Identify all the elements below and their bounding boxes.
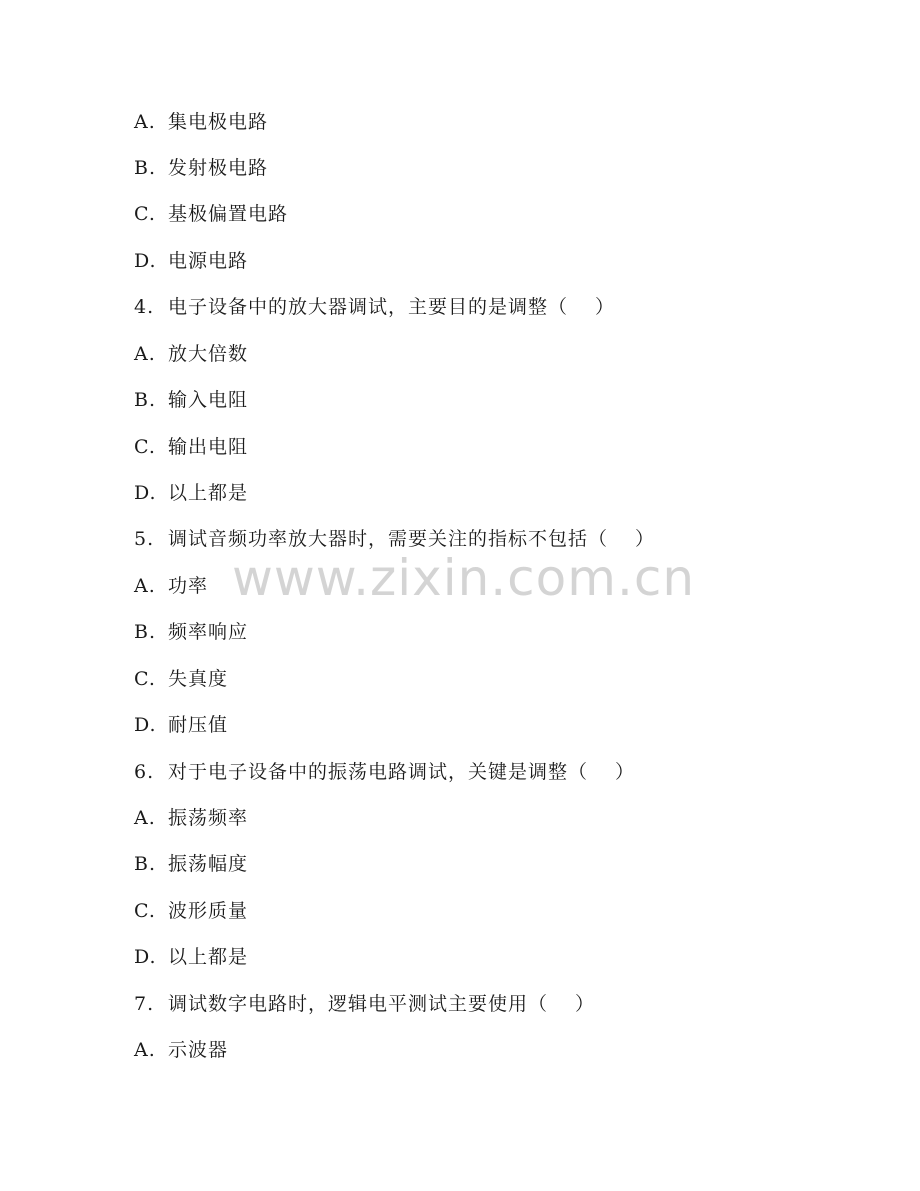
option-text: 以上都是 bbox=[168, 482, 249, 504]
question-text: 调试音频功率放大器时，需要关注的指标不包括（ ） bbox=[168, 528, 656, 550]
question-4 bbox=[134, 292, 615, 322]
option-marker: C. bbox=[134, 900, 156, 922]
option-text: 输入电阻 bbox=[168, 389, 249, 411]
question-text: 对于电子设备中的振荡电路调试，关键是调整（ ） bbox=[168, 761, 636, 783]
option-text: 耐压值 bbox=[168, 714, 229, 736]
option-marker: B. bbox=[134, 853, 157, 875]
option-marker: B. bbox=[134, 389, 157, 411]
option-marker: A. bbox=[134, 807, 156, 829]
option-text: 放大倍数 bbox=[168, 343, 249, 365]
option-a bbox=[134, 107, 268, 137]
option-a bbox=[134, 571, 208, 601]
option-text: 示波器 bbox=[168, 1039, 229, 1061]
question-number: 7. bbox=[134, 993, 155, 1015]
option-c bbox=[134, 896, 248, 926]
option-marker: D. bbox=[134, 714, 157, 736]
option-text: 发射极电路 bbox=[168, 157, 269, 179]
option-text: 振荡频率 bbox=[168, 807, 249, 829]
option-marker: A. bbox=[134, 343, 156, 365]
option-a bbox=[134, 1035, 228, 1065]
option-text: 频率响应 bbox=[168, 621, 249, 643]
option-d bbox=[134, 246, 248, 276]
option-b bbox=[134, 153, 268, 183]
option-c bbox=[134, 432, 248, 462]
option-marker: A. bbox=[134, 111, 156, 133]
option-marker: D. bbox=[134, 482, 157, 504]
option-a bbox=[134, 803, 248, 833]
option-text: 功率 bbox=[168, 575, 209, 597]
option-marker: D. bbox=[134, 250, 157, 272]
option-text: 以上都是 bbox=[168, 946, 249, 968]
option-d bbox=[134, 942, 248, 972]
question-number: 4. bbox=[134, 296, 155, 318]
option-marker: A. bbox=[134, 1039, 156, 1061]
option-text: 输出电阻 bbox=[168, 436, 249, 458]
option-a bbox=[134, 339, 248, 369]
option-text: 基极偏置电路 bbox=[168, 203, 289, 225]
option-marker: B. bbox=[134, 621, 157, 643]
question-6 bbox=[134, 757, 635, 787]
question-text: 电子设备中的放大器调试，主要目的是调整（ ） bbox=[168, 296, 616, 318]
watermark: www.zixin.com.cn bbox=[232, 549, 696, 607]
option-marker: A. bbox=[134, 575, 156, 597]
option-b bbox=[134, 849, 248, 879]
option-b bbox=[134, 385, 248, 415]
question-number: 6. bbox=[134, 761, 155, 783]
option-d bbox=[134, 478, 248, 508]
option-text: 振荡幅度 bbox=[168, 853, 249, 875]
question-text: 调试数字电路时，逻辑电平测试主要使用（ ） bbox=[168, 993, 596, 1015]
option-marker: D. bbox=[134, 946, 157, 968]
option-marker: C. bbox=[134, 203, 156, 225]
option-d bbox=[134, 710, 228, 740]
option-marker: C. bbox=[134, 668, 156, 690]
option-text: 波形质量 bbox=[168, 900, 249, 922]
option-marker: B. bbox=[134, 157, 157, 179]
option-b bbox=[134, 617, 248, 647]
option-c bbox=[134, 199, 288, 229]
option-c bbox=[134, 664, 228, 694]
option-marker: C. bbox=[134, 436, 156, 458]
question-7 bbox=[134, 989, 595, 1019]
option-text: 集电极电路 bbox=[168, 111, 269, 133]
question-number: 5. bbox=[134, 528, 155, 550]
option-text: 电源电路 bbox=[168, 250, 249, 272]
option-text: 失真度 bbox=[168, 668, 229, 690]
